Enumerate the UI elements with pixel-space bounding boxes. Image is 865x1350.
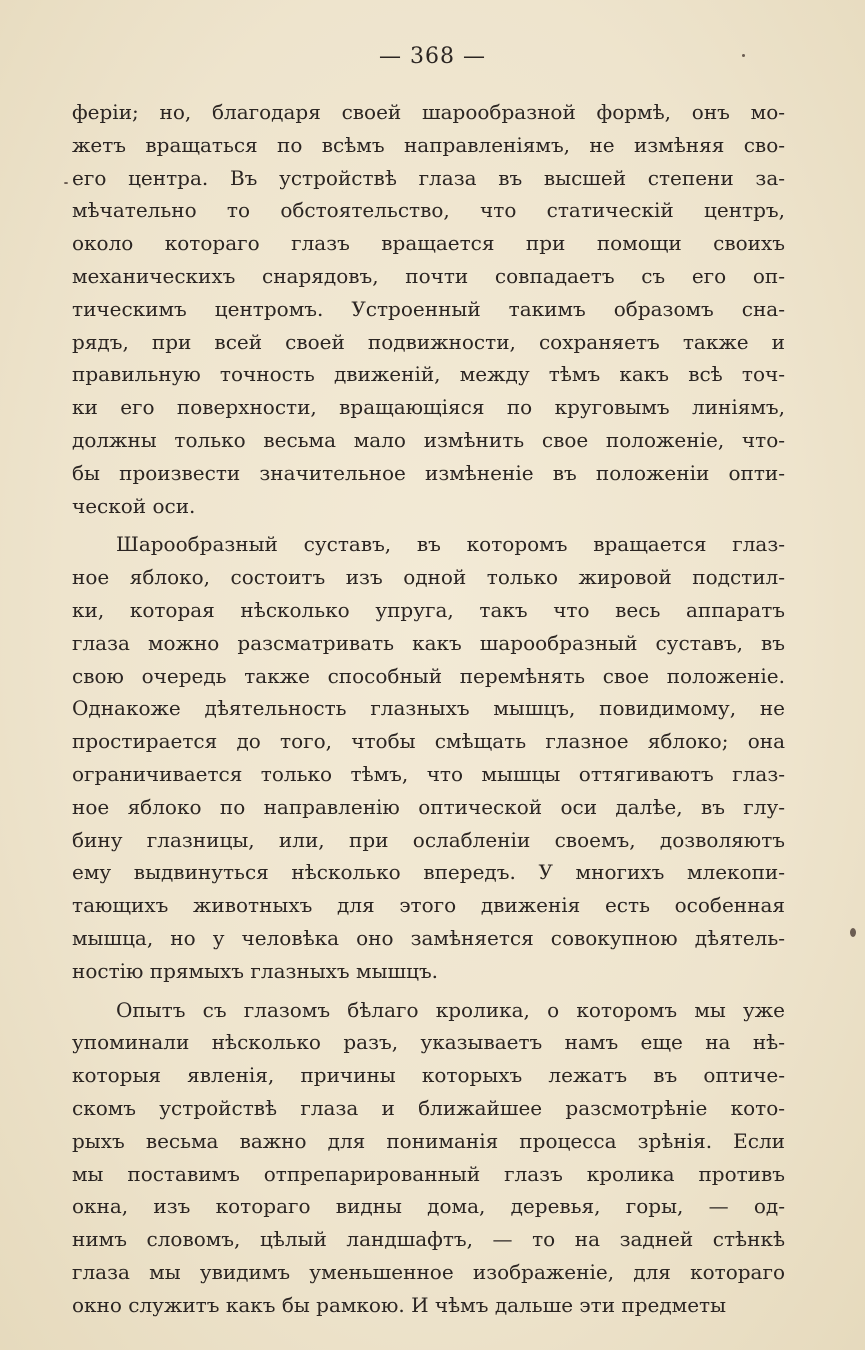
text-line: упоминали нѣсколько разъ, указываетъ намъ еще на нѣ- bbox=[72, 1030, 785, 1055]
text-line: окно служитъ какъ бы рамкою. И чѣмъ дальше эти предметы bbox=[72, 1292, 727, 1317]
body-text bbox=[72, 96, 785, 1321]
margin-speck bbox=[850, 928, 856, 937]
text-line: мы поставимъ отпрепарированный глазъ кролика противъ bbox=[72, 1161, 785, 1186]
text-line: ки его поверхности, вращающіяся по круговымъ линіямъ, bbox=[72, 395, 785, 420]
paragraph-3 bbox=[72, 994, 785, 1322]
text-line: около котораго глазъ вращается при помощи своихъ bbox=[72, 231, 785, 256]
text-line: скомъ устройствѣ глаза и ближайшее разсмотрѣніе кото- bbox=[72, 1095, 785, 1120]
text-line: должны только весьма мало измѣнить свое положеніе, что- bbox=[72, 427, 785, 452]
text-line: окна, изъ котораго видны дома, деревья, горы, — од- bbox=[72, 1194, 785, 1219]
text-line: ное яблоко, состоитъ изъ одной только жировой подстил- bbox=[72, 565, 785, 590]
text-line: жетъ вращаться по всѣмъ направленіямъ, не измѣняя сво- bbox=[72, 132, 785, 157]
text-line: ное яблоко по направленію оптической оси далѣе, въ глу- bbox=[72, 794, 785, 819]
text-line: бы произвести значительное измѣненіе въ положеніи опти- bbox=[72, 460, 785, 485]
text-line: рыхъ весьма важно для пониманія процесса зрѣнія. Если bbox=[72, 1128, 785, 1153]
text-line: феріи; но, благодаря своей шарообразной формѣ, онъ мо- bbox=[72, 100, 785, 124]
text-line: правильную точность движеній, между тѣмъ какъ всѣ точ- bbox=[72, 362, 785, 387]
text-line: которыя явленія, причины которыхъ лежатъ въ оптиче- bbox=[72, 1063, 785, 1088]
text-line: ностію прямыхъ глазныхъ мышцъ. bbox=[72, 958, 439, 983]
text-line: тическимъ центромъ. Устроенный такимъ образомъ сна- bbox=[72, 296, 785, 321]
text-line: мѣчательно то обстоятельство, что статическій центръ, bbox=[72, 198, 785, 223]
text-line: свою очередь также способный перемѣнять свое положеніе. bbox=[72, 663, 785, 688]
text-line: Опытъ съ глазомъ бѣлаго кролика, о которомъ мы уже bbox=[116, 997, 785, 1022]
text-line: Шарообразный суставъ, въ которомъ вращается глаз- bbox=[116, 532, 785, 557]
text-line: ограничивается только тѣмъ, что мышцы оттягиваютъ глаз- bbox=[72, 761, 785, 786]
text-line: нимъ словомъ, цѣлый ландшафтъ, — то на задней стѣнкѣ bbox=[72, 1227, 785, 1252]
page-number: — 368 — bbox=[379, 44, 486, 69]
text-line: ему выдвинуться нѣсколько впередъ. У многихъ млекопи- bbox=[72, 860, 785, 885]
text-line: мышца, но у человѣка оно замѣняется совокупною дѣятель- bbox=[72, 925, 785, 950]
text-line: ки, которая нѣсколько упруга, такъ что весь аппаратъ bbox=[72, 597, 785, 622]
paragraph-2 bbox=[72, 528, 785, 987]
paragraph-1 bbox=[72, 96, 785, 522]
text-line: рядъ, при всей своей подвижности, сохраняетъ также и bbox=[72, 329, 785, 354]
text-line: бину глазницы, или, при ослабленіи своемъ, дозволяютъ bbox=[72, 827, 785, 852]
text-line: ческой оси. bbox=[72, 493, 196, 518]
margin-speck bbox=[742, 54, 745, 57]
text-line: Однакоже дѣятельность глазныхъ мышцъ, повидимому, не bbox=[72, 696, 785, 721]
text-line: глаза мы увидимъ уменьшенное изображеніе, для котораго bbox=[72, 1259, 785, 1284]
margin-speck bbox=[64, 182, 68, 184]
text-line: тающихъ животныхъ для этого движенія есть особенная bbox=[72, 893, 785, 918]
text-line: механическихъ снарядовъ, почти совпадаетъ съ его оп- bbox=[72, 263, 785, 288]
text-line: глаза можно разсматривать какъ шарообразный суставъ, въ bbox=[72, 630, 785, 655]
text-line: простирается до того, чтобы смѣщать глазное яблоко; она bbox=[72, 729, 785, 754]
text-line: его центра. Въ устройствѣ глаза въ высшей степени за- bbox=[72, 165, 785, 190]
